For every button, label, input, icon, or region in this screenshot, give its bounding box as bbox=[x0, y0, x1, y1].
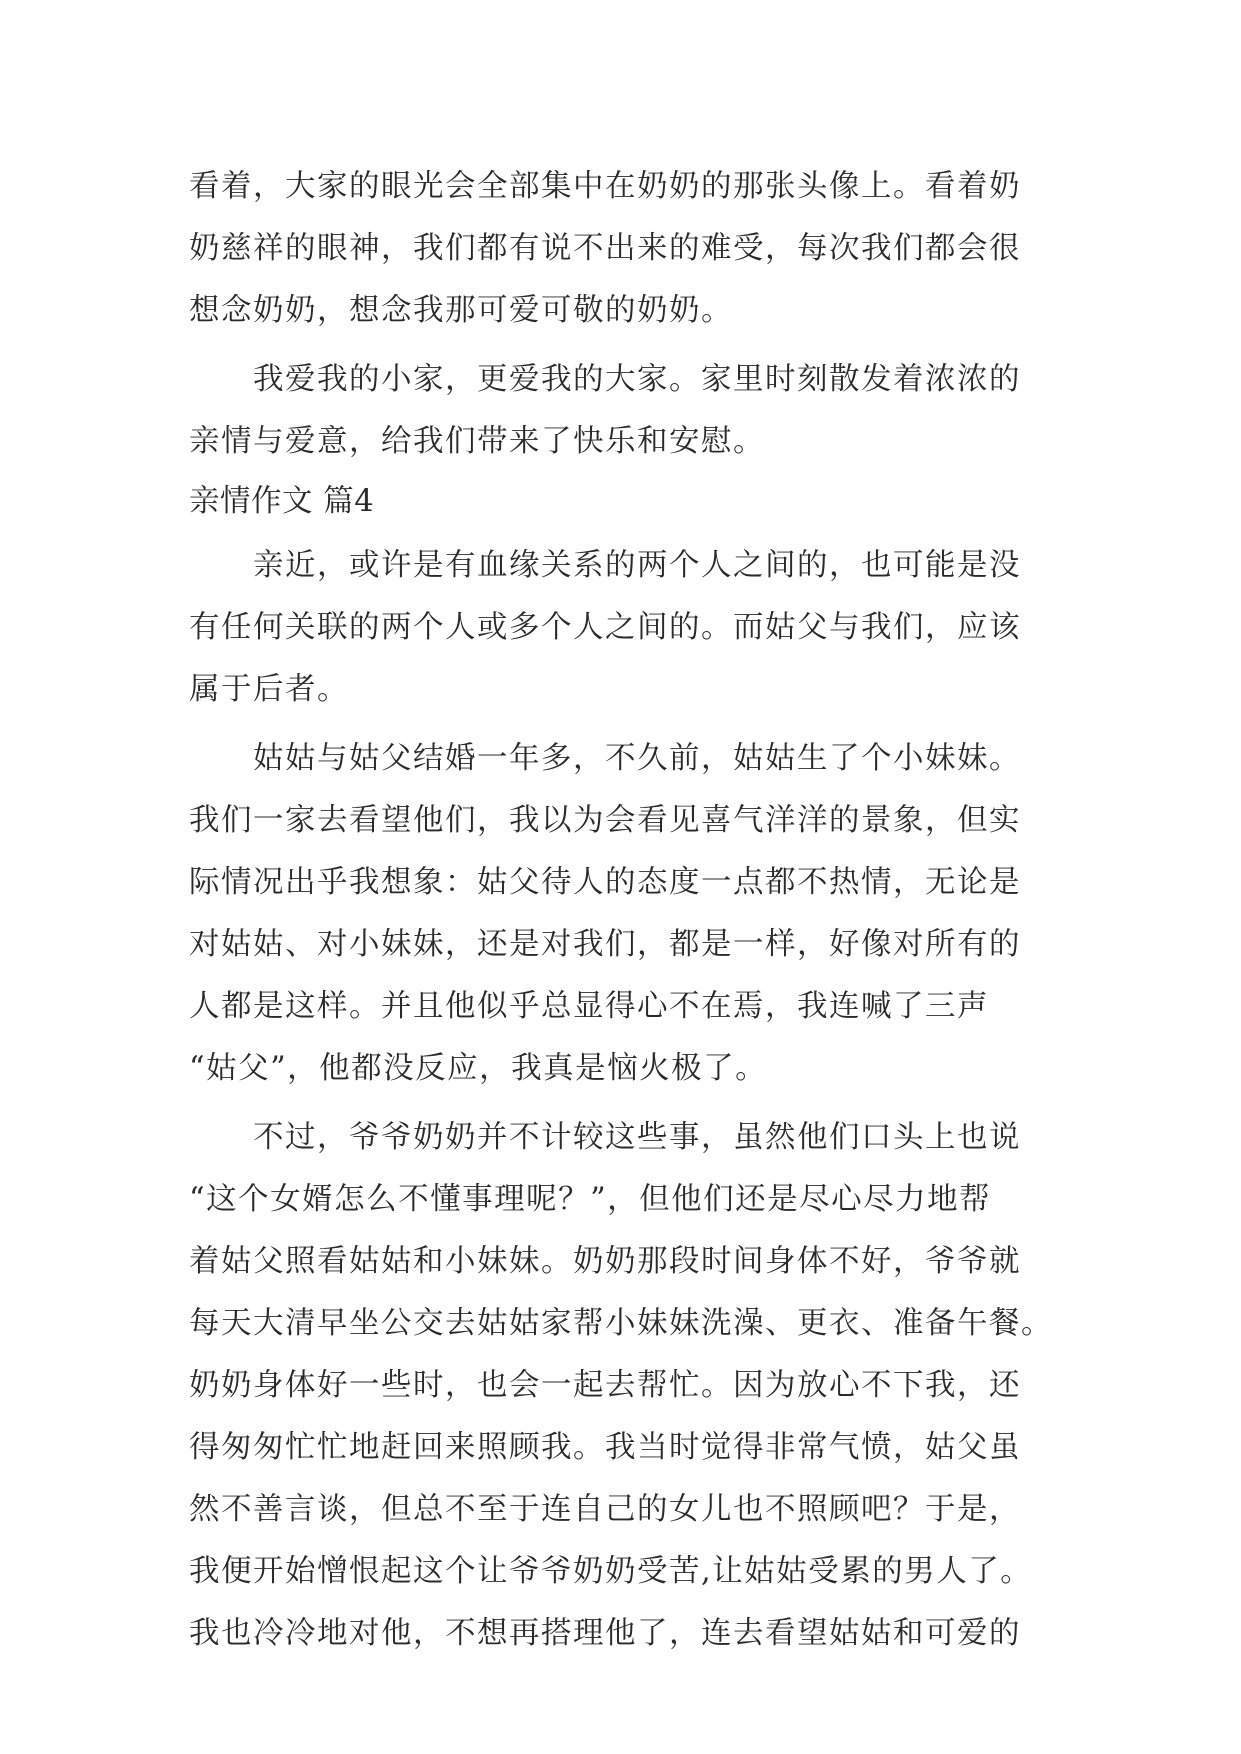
text-line: 然不善言谈，但总不至于连自己的女儿也不照顾吧？于是， bbox=[189, 1492, 1021, 1527]
text-line: 着姑父照看姑姑和小妹妹。奶奶那段时间身体不好，爷爷就 bbox=[189, 1244, 1021, 1279]
text-line: 看着，大家的眼光会全部集中在奶奶的那张头像上。看着奶 bbox=[189, 169, 1021, 204]
text-line: 奶慈祥的眼神，我们都有说不出来的难受，每次我们都会很 bbox=[189, 231, 1021, 266]
text-line: “姑父”，他都没反应，我真是恼火极了。 bbox=[189, 1051, 768, 1086]
text-line: 我便开始憎恨起这个让爷爷奶奶受苦,让姑姑受累的男人了。 bbox=[189, 1554, 1033, 1589]
text-line: 人都是这样。并且他似乎总显得心不在焉，我连喊了三声 bbox=[189, 989, 989, 1024]
text-line: 每天大清早坐公交去姑姑家帮小妹妹洗澡、更衣、准备午餐。 bbox=[189, 1306, 1053, 1341]
section-heading: 亲情作文 篇4 bbox=[189, 484, 375, 519]
text-line: 对姑姑、对小妹妹，还是对我们，都是一样，好像对所有的 bbox=[189, 927, 1021, 962]
text-line: 不过，爷爷奶奶并不计较这些事，虽然他们口头上也说 bbox=[189, 1120, 1021, 1155]
text-line: 际情况出乎我想象：姑父待人的态度一点都不热情，无论是 bbox=[189, 865, 1021, 900]
text-line: 我爱我的小家，更爱我的大家。家里时刻散发着浓浓的 bbox=[189, 362, 1021, 397]
text-line: 奶奶身体好一些时，也会一起去帮忙。因为放心不下我，还 bbox=[189, 1368, 1021, 1403]
text-line: 亲情与爱意，给我们带来了快乐和安慰。 bbox=[189, 424, 765, 459]
text-line: 我也冷冷地对他，不想再搭理他了，连去看望姑姑和可爱的 bbox=[189, 1616, 1021, 1651]
text-line: 姑姑与姑父结婚一年多，不久前，姑姑生了个小妹妹。 bbox=[189, 741, 1021, 776]
text-line: 有任何关联的两个人或多个人之间的。而姑父与我们，应该 bbox=[189, 610, 1021, 645]
text-line: 亲近，或许是有血缘关系的两个人之间的，也可能是没 bbox=[189, 548, 1021, 583]
text-line: 得匆匆忙忙地赶回来照顾我。我当时觉得非常气愤，姑父虽 bbox=[189, 1430, 1021, 1465]
text-line: “这个女婿怎么不懂事理呢？”，但他们还是尽心尽力地帮 bbox=[189, 1182, 992, 1217]
text-line: 属于后者。 bbox=[189, 672, 349, 707]
text-line: 想念奶奶，想念我那可爱可敬的奶奶。 bbox=[189, 293, 733, 328]
text-line: 我们一家去看望他们，我以为会看见喜气洋洋的景象，但实 bbox=[189, 803, 1021, 838]
